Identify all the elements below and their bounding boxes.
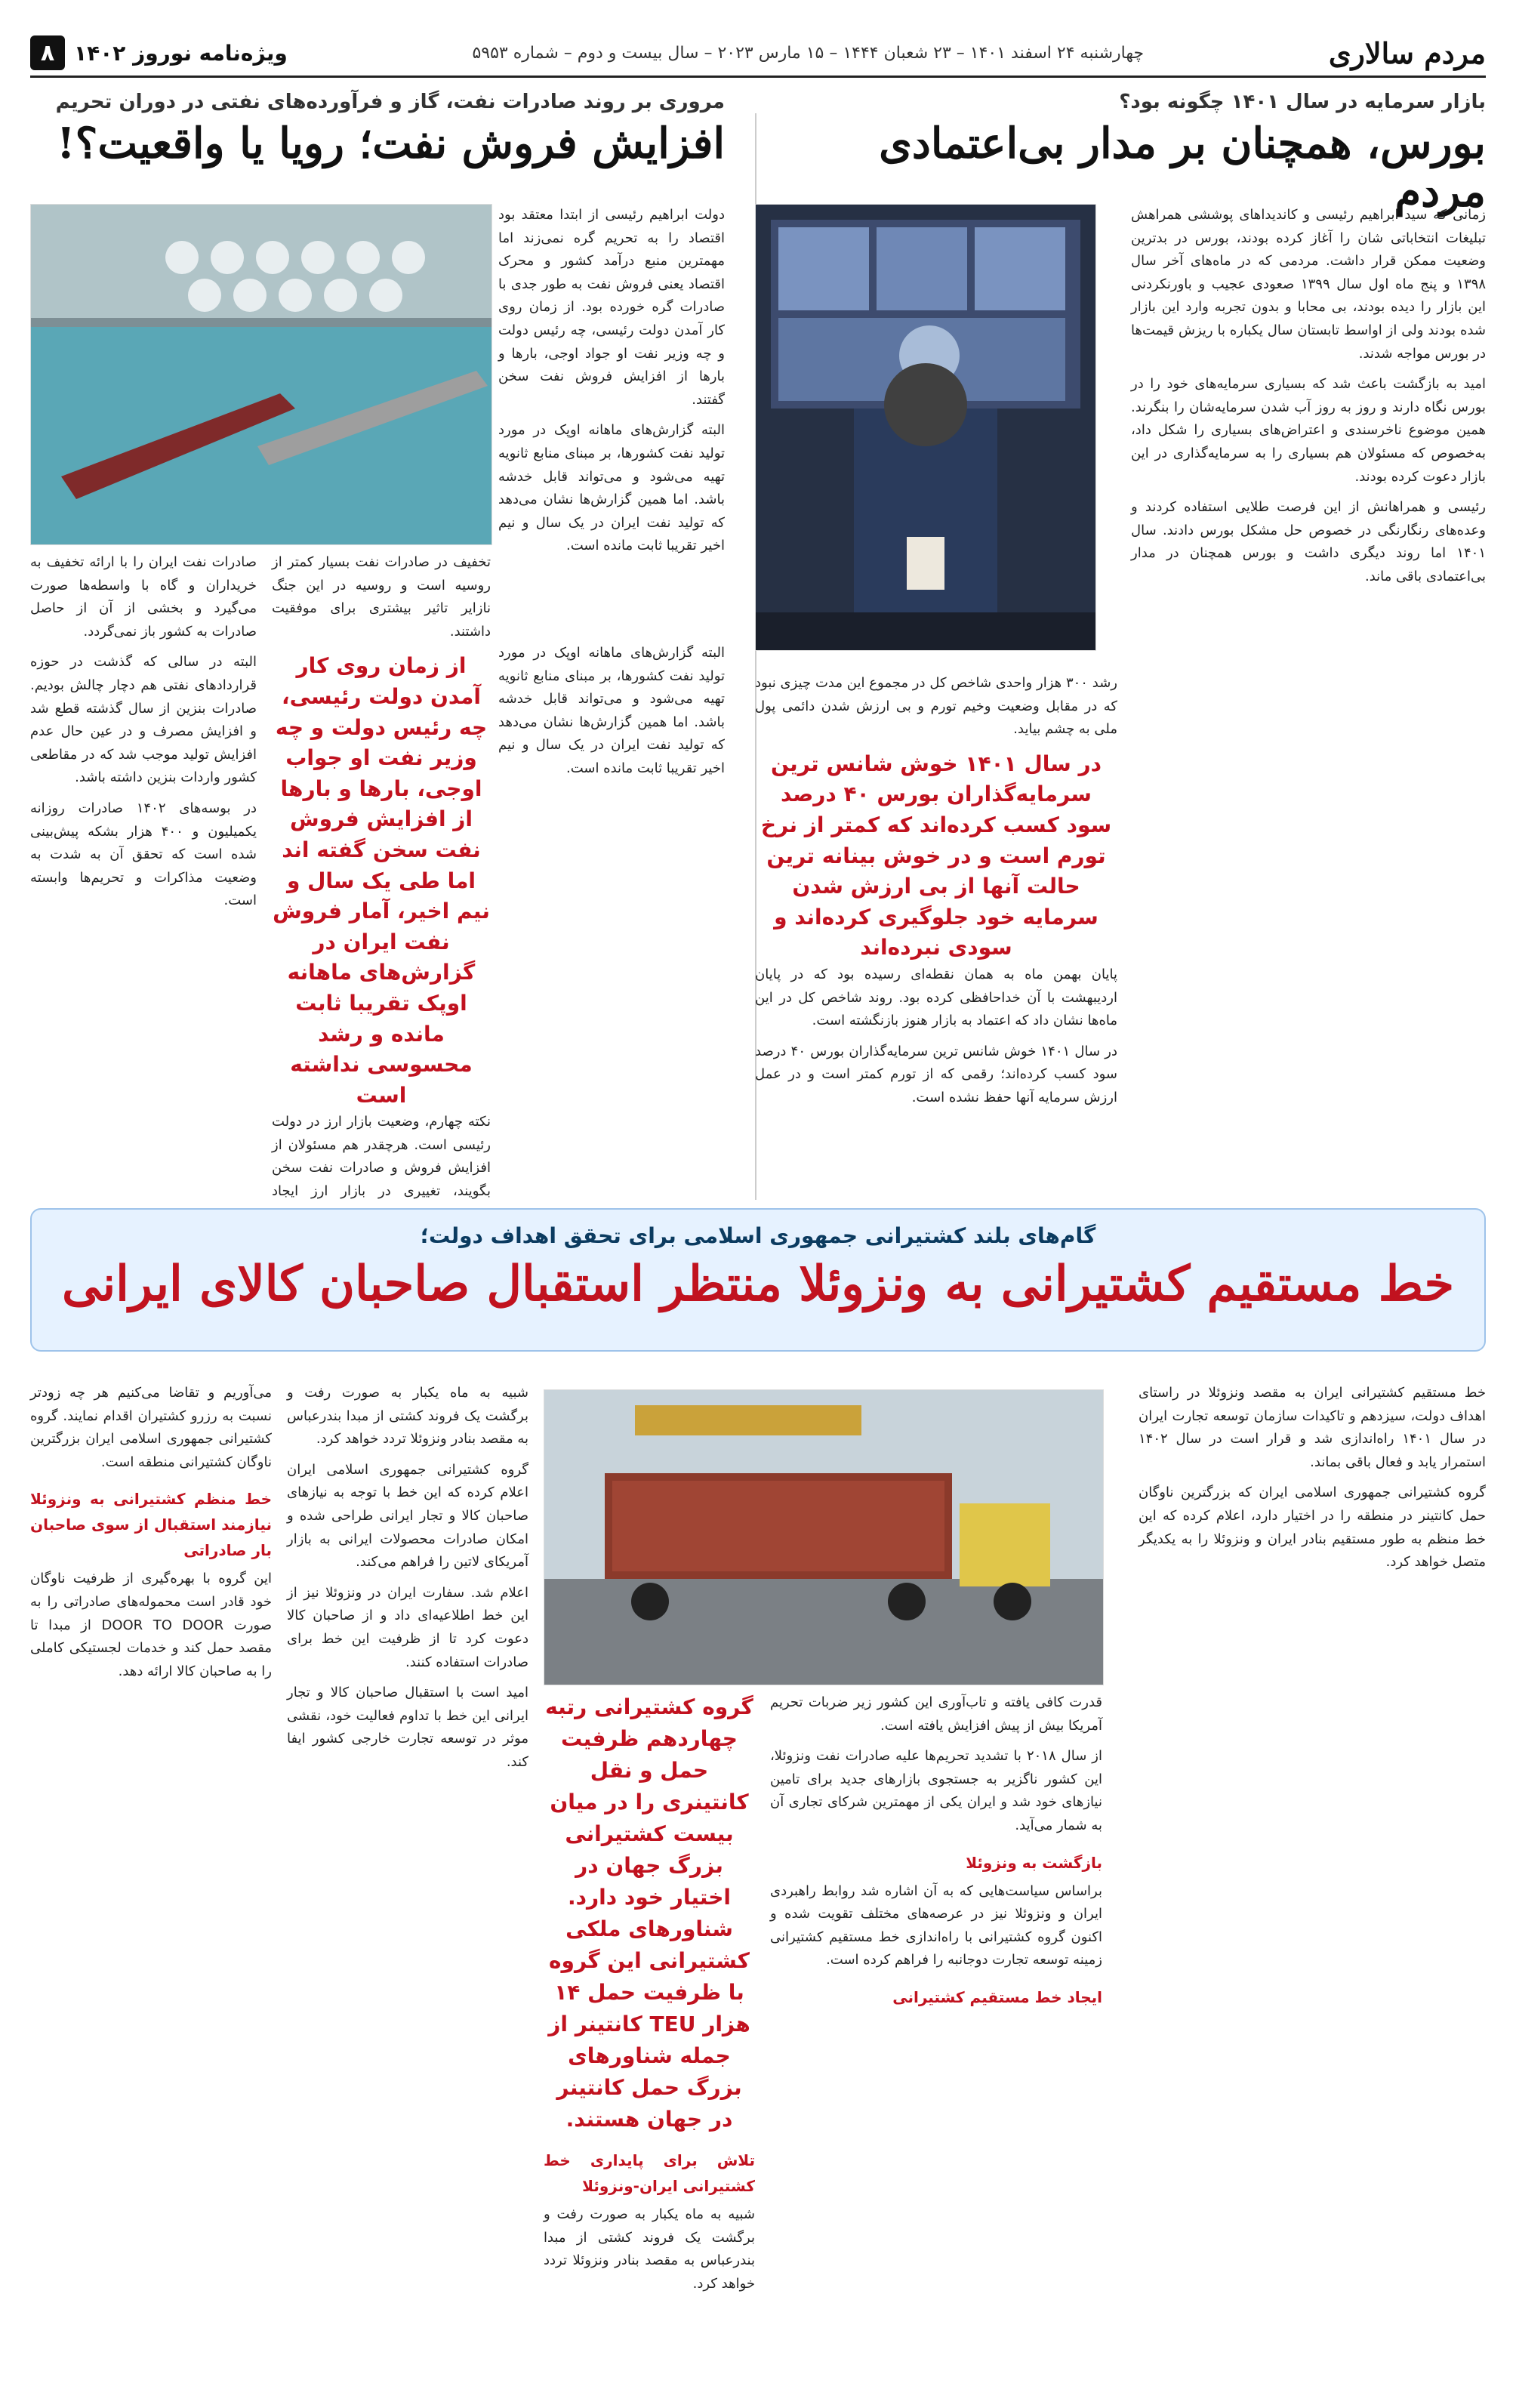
article-headline: افزایش فروش نفت؛ رویا یا واقعیت؟! bbox=[57, 119, 725, 168]
pull-quote: در سال ۱۴۰۱ خوش شانس ترین سرمایه‌گذاران بورس ۴۰ درصد سود کسب کرده‌اند که کمتر از نرخ تورم است و در خوش بینانه ترین حالت آنها از بی ارزش شدن سرمایه خود جلوگیری کرده‌اند و سودی نبرده‌اند bbox=[760, 751, 1112, 960]
paragraph: نکته چهارم، وضعیت بازار ارز در دولت رئیسی است. هرچقدر هم مسئولان از افزایش فروش و صادرات نفت سخن بگویند، تغییری در بازار ارز ایجاد bbox=[272, 1114, 491, 1200]
paragraph: از سال ۲۰۱۸ با تشدید تحریم‌ها علیه صادرات نفت ونزوئلا، این کشور ناگزیر به جستجوی بازارهای جدید برای تامین نیازهای خود شد و ایران یکی از مهمترین شرکای تجاری آن به شمار می‌آید. bbox=[770, 1748, 1103, 1833]
paragraph: پایان بهمن ماه به همان نقطه‌ای رسیده بود که در پایان اردیبهشت با آن خداحافظی کرده بود. روند شاخص کل در این ماه‌ها نشان داد که اعتماد به بازار هنوز بازنگشته است. bbox=[755, 966, 1117, 1029]
article-oil-sales bbox=[30, 91, 725, 168]
container-ship-photo bbox=[544, 1389, 1104, 1685]
banner-kicker: گام‌های بلند کشتیرانی جمهوری اسلامی برای تحقق اهداف دولت؛ bbox=[420, 1223, 1096, 1248]
subhead: بازگشت به ونزوئلا bbox=[966, 1853, 1102, 1872]
oil-col-4 bbox=[498, 642, 725, 1178]
banner-title: خط مستقیم کشتیرانی به ونزوئلا منتظر استقبال صاحبان کالای ایرانی bbox=[61, 1256, 1455, 1312]
paragraph: رشد ۳۰۰ هزار واحدی شاخص کل در مجموع این مدت چیزی نبود که در مقابل وضعیت وخیم تورم و بی ارزش شدن دائمی پول ملی به چشم بیاید. bbox=[755, 675, 1117, 738]
article-kicker: مروری بر روند صادرات نفت، گاز و فرآورده‌های نفتی در دوران تحریم bbox=[55, 91, 725, 113]
pull-quote: گروه کشتیرانی رتبه چهاردهم ظرفیت حمل و نقل کانتینری را در میان بیست کشتیرانی بزرگ جهان در اختیار خود دارد. شناورهای ملکی کشتیرانی این گروه با ظرفیت حمل ۱۴ هزار TEU کانتینر از جمله شناورهای بزرگ حمل کانتینر در جهان هستند. bbox=[545, 1694, 753, 2132]
shipping-col-1 bbox=[1139, 1382, 1486, 2379]
paragraph: براساس سیاست‌هایی که به آن اشاره شد روابط راهبردی ایران و ونزوئلا نیز در عرصه‌های مختلف تقویت شده و اکنون گروه کشتیرانی با راه‌اندازی خط مستقیم کشتیرانی زمینه توسعه تجارت دوجانبه را فراهم کرده است. bbox=[770, 1882, 1102, 1969]
paragraph: رئیسی و همراهانش از این فرصت طلایی استفاده کردند و وعده‌های رنگارنگی در خصوص حل مشکل بورس دادند. سال ۱۴۰۱ اما روند دیگری داشت و بورس همچنان در مدار بی‌اعتمادی باقی ماند. bbox=[1131, 499, 1486, 584]
article-stock-market bbox=[791, 91, 1486, 217]
stock-col-2 bbox=[755, 672, 1117, 1186]
page-badge bbox=[30, 35, 288, 70]
paragraph: می‌آوریم و تقاضا می‌کنیم هر چه زودتر نسبت به رزرو کشتیران اقدام نمایند. گروه کشتیرانی جمهوری اسلامی ایران بزرگترین ناوگان کشتیرانی منطقه است. bbox=[30, 1385, 272, 1470]
paragraph: دولت ابراهیم رئیسی از ابتدا معتقد بود اقتصاد را به تحریم گره نمی‌زند اما مهمترین منبع درآمد کشور و محرک اقتصاد یعنی فروش نفت به طور جدی با صادرات گره خورده بود. از زمان روی کار آمدن دولت رئیسی، چه رئیس دولت و چه وزیر نفت او جواد اوجی، بارها و بارها از افزایش فروش نفت سخن گفتند. bbox=[498, 207, 725, 408]
paragraph: در بوسه‌های ۱۴۰۲ صادرات روزانه یکمیلیون و ۴۰۰ هزار بشکه پیش‌بینی شده است که تحقق آن به شدت به وضعیت مذاکرات و تحریم‌ها وابسته است. bbox=[30, 800, 257, 909]
subhead: ایجاد خط مستقیم کشتیرانی bbox=[892, 1987, 1102, 2006]
paragraph: البته گزارش‌های ماهانه اوپک در مورد تولید نفت کشورها، بر مبنای منابع ثانویه تهیه می‌شود و می‌تواند قابل خدشه باشد. اما همین گزارش‌ها نشان می‌دهد که تولید نفت ایران در یک سال و نیم اخیر تقریبا ثابت مانده است. bbox=[498, 422, 725, 554]
shipping-banner bbox=[30, 1208, 1486, 1352]
page-number: ۸ bbox=[30, 35, 65, 70]
subhead: خط منظم کشتیرانی به ونزوئلا نیازمند استقبال از سوی صاحبان بار صادراتی bbox=[30, 1490, 272, 1560]
stock-market-photo bbox=[755, 204, 1096, 651]
paragraph: اعلام شد. سفارت ایران در ونزوئلا نیز از این خط اطلاعیه‌ای داد و از صاحبان کالا دعوت کرد تا از ظرفیت این خط برای صادرات استفاده کنند. bbox=[287, 1584, 528, 1670]
man-in-suit-image bbox=[756, 205, 1095, 650]
paragraph: صادرات نفت ایران را با ارائه تخفیف به خریداران و گاه با واسطه‌ها صورت می‌گیرد و بخشی از آن از حاصل صادرات به کشور باز نمی‌گردد. bbox=[30, 554, 257, 640]
paragraph: گروه کشتیرانی جمهوری اسلامی ایران اعلام کرده که این خط با توجه به نیازهای صاحبان کالا و تجار ایرانی طراحی شده و امکان صادرات محصولات ایرانی به بازار آمریکای لاتین را فراهم می‌کند. bbox=[287, 1461, 528, 1571]
page-badge-text: ویژه‌نامه نوروز ۱۴۰۲ bbox=[74, 40, 288, 66]
article-kicker: بازار سرمایه در سال ۱۴۰۱ چگونه بود؟ bbox=[1119, 91, 1486, 113]
article-headline: بورس، همچنان بر مدار بی‌اعتمادی مردم bbox=[879, 119, 1486, 217]
paragraph: زمانی که سید ابراهیم رئیسی و کاندیداهای پوششی همراهش تبلیغات انتخاباتی شان را آغاز کرده بودند، بورس در بدترین وضعیت ممکن قرار داشت. مردمی که در ماه‌های آخر سال ۱۳۹۸ و پنج ماه اول سال ۱۳۹۹ صعودی عجیب و باورنکردنی این بازار را دیده بودند، بی محابا و بدون تجربه وارد این بازار شده بودند ولی از اواسط تابستان سال یکباره با ریزش قیمت‌ها در بورس مواجه شدند. bbox=[1131, 207, 1486, 362]
aerial-oil-terminal-image bbox=[31, 205, 491, 544]
paragraph: تخفیف در صادرات نفت بسیار کمتر از روسیه است و روسیه در این جنگ نازایر تاثیر بیشتری برای موفقیت داشتند. bbox=[272, 554, 491, 640]
shipping-col-6 bbox=[30, 1382, 272, 2379]
paragraph: شبیه به ماه یکبار به صورت رفت و برگشت یک فروند کشتی از مبدا بندرعباس به مقصد بنادر ونزوئلا تردد خواهد کرد. bbox=[287, 1385, 528, 1448]
paragraph: قدرت کافی یافته و تاب‌آوری این کشور زیر ضربات تحریم آمریکا بیش از پیش افزایش یافته است. bbox=[770, 1694, 1102, 1734]
oil-terminal-photo bbox=[30, 204, 492, 545]
oil-col-3 bbox=[30, 551, 257, 1178]
paragraph: خط مستقیم کشتیرانی ایران به مقصد ونزوئلا در راستای اهداف دولت، سیزدهم و تاکیدات سازمان توسعه تجارت ایران در سال ۱۴۰۱ راه‌اندازی شد و قرار است در سال ۱۴۰۲ استمرار یابد و فعال باقی بماند. bbox=[1139, 1385, 1487, 1470]
container-truck-image bbox=[544, 1390, 1103, 1685]
paragraph: گروه کشتیرانی جمهوری اسلامی ایران که بزرگترین ناوگان حمل کانتینر در منطقه را در اختیار دارد، اعلام کرده که این خط منظم به طور مستقیم بنادر ایران و ونزوئلا را به یکدیگر متصل خواهد کرد. bbox=[1139, 1485, 1486, 1571]
paragraph: البته در سالی که گذشت در حوزه قراردادهای نفتی هم دچار چالش بودیم. صادرات بنزین از سال گذشته قطع شد و افزایش مصرف و در عین حال عدم افزایش تولید موجب شد که در مقاطعی کشور واردات بنزین داشته باشد. bbox=[30, 654, 257, 786]
shipping-col-3 bbox=[770, 1691, 1102, 2379]
shipping-col-4 bbox=[544, 1691, 755, 2379]
oil-col-2 bbox=[272, 551, 491, 1200]
newspaper-brand: مردم سالاری bbox=[1328, 35, 1486, 70]
paragraph: این گروه با بهره‌گیری از ظرفیت ناوگان خود قادر است محموله‌های صادراتی را به صورت DOOR TO DOOR از مبدا تا مقصد حمل کند و خدمات لجستیکی کاملی را به صاحبان کالا ارائه دهد. bbox=[30, 1571, 272, 1679]
page-header bbox=[30, 30, 1486, 78]
paragraph: امید است با استقبال صاحبان کالا و تجار ایرانی این خط با تداوم فعالیت خود، نقشی موثر در توسعه تجارت خارجی کشور ایفا کند. bbox=[287, 1685, 528, 1770]
issue-line: چهارشنبه ۲۴ اسفند ۱۴۰۱ – ۲۳ شعبان ۱۴۴۴ – ۱۵ مارس ۲۰۲۳ – سال بیست و دوم – شماره ۵۹۵۳ bbox=[472, 43, 1145, 63]
paragraph: در سال ۱۴۰۱ خوش شانس ترین سرمایه‌گذاران بورس ۴۰ درصد سود کسب کرده‌اند؛ رقمی که از تورم کمتر است و در عمل ارزش سرمایه آنها حفظ نشده است. bbox=[755, 1043, 1117, 1105]
subhead: تلاش برای پایداری خط کشتیرانی ایران-ونزوئلا bbox=[544, 2151, 755, 2195]
pull-quote: از زمان روی کار آمدن دولت رئیسی، چه رئیس دولت و چه وزیر نفت او جواب اوجی، بارها و بارها از افزایش فروش نفت سخن گفته اند اما طی یک سال و نیم اخیر، آمار فروش نفت ایران در گزارش‌های ماهانه اوپک تقریبا ثابت مانده و رشد محسوسی نداشته است bbox=[273, 653, 490, 1108]
paragraph: شبیه به ماه یکبار به صورت رفت و برگشت یک فروند کشتی از مبدا بندرعباس به مقصد بنادر ونزوئلا تردد خواهد کرد. bbox=[544, 2206, 755, 2292]
paragraph: البته گزارش‌های ماهانه اوپک در مورد تولید نفت کشورها، بر مبنای منابع ثانویه تهیه می‌شود و می‌تواند قابل خدشه باشد. اما همین گزارش‌ها نشان می‌دهد که تولید نفت ایران در یک سال و نیم اخیر تقریبا ثابت مانده است. bbox=[498, 645, 725, 776]
paragraph: امید به بازگشت باعث شد که بسیاری سرمایه‌های خود را در بورس نگاه دارند و روز به روز آب شدن سرمایه‌شان را بنگرند. همین موضوع ناخرسندی و اعتراض‌های بسیاری را شکل داد، به‌خصوص که مسئولان هم بسیاری را به سرمایه‌گذاری در این بازار دعوت کرده بودند. bbox=[1131, 376, 1486, 485]
stock-col-1 bbox=[1131, 204, 1486, 1178]
shipping-col-5 bbox=[287, 1382, 528, 2379]
oil-col-1 bbox=[498, 204, 725, 627]
